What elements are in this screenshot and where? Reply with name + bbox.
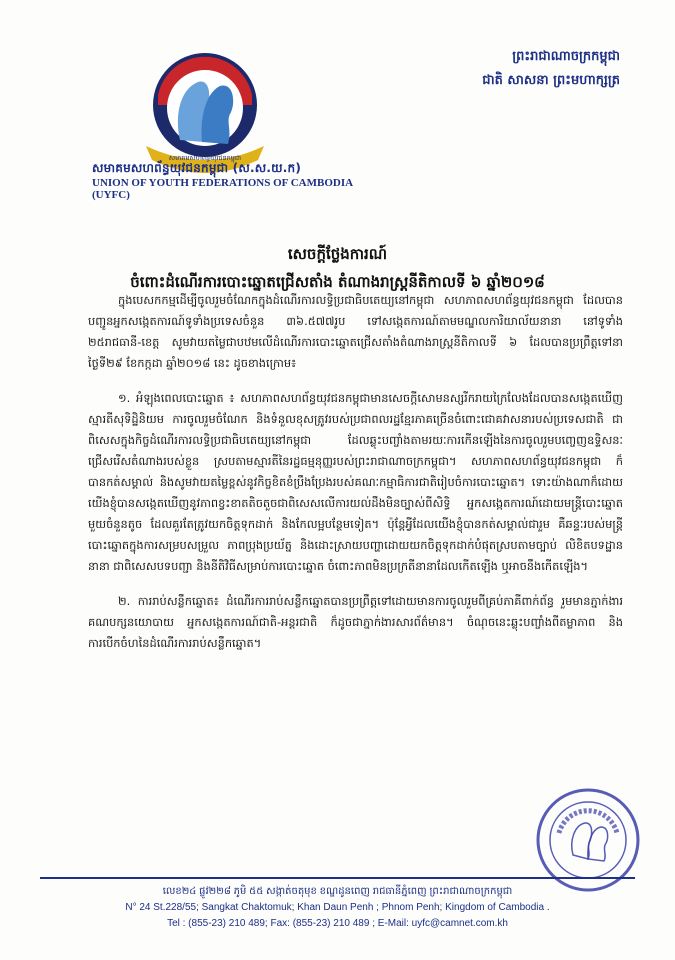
kingdom-line-1: ព្រះរាជាណាចក្រកម្ពុជា: [512, 49, 620, 64]
footer-contact: Tel : (855-23) 210 489; Fax: (855-23) 210 489 ; E-Mail: uyfc@camnet.com.kh: [167, 918, 508, 929]
footer-address-khmer: លេខ២៤ ផ្លូវ២២៨ ភូមិ ៥៥ សង្កាត់ចតុមុខ ខណ្ឌដូនពេញ រាជធានីភ្នំពេញ ព្រះរាជាណាចក្រកម្ពុជា: [162, 886, 513, 897]
logo-banner-text: សមាគមសហព័ន្ធយុវជនកម្ពុជា: [168, 154, 242, 162]
paragraph-point-1: ១. អំឡុងពេលបោះឆ្នោត ៖ សហភាពសហព័ន្ធយុវជនកម្ពុជាមានសេចក្តីសោមនស្សរីករាយក្រៃលែងដែលបានសង្កេតឃើញស្មារតីសុទិដ្ឋិនិយម ការចូលរួមចំណែក និងទំនួលខុសត្រូវរបស់ប្រជាពលរដ្ឋខ្មែរភាគច្រើនចំពោះជោគវាសនារបស់ប្រទេសជាតិ ជាពិសេសក្នុងកិច្ចដំណើរការលទ្ធិប្រជាធិបតេយ្យនៅកម្ពុជា ដែលឆ្លុះបញ្ចាំងតាមរយៈការកើនឡើងនៃការចូលរួមបញ្ចេញឧទ្ទិសនៈជ្រើសរើសតំណាងរបស់ខ្លួន ស្របតាមស្មារតីនៃរដ្ឋធម្មនុញ្ញរបស់ព្រះរាជាណាចក្រកម្ពុជា។ សហភាពសហព័ន្ធយុវជនកម្ពុជា ក៏បានកត់សម្គាល់ និងសូមវាយតម្លៃខ្ពស់នូវកិច្ចខិតខំប្រឹងប្រែងរបស់គណៈកម្មាធិការជាតិរៀបចំការបោះឆ្នោត។ ទោះយ៉ាងណាក៏ដោយ យើងខ្ញុំបានសង្កេតឃើញនូវភាពខ្វះខាតតិចតួចជាពិសេសលើការយល់ដឹងមិនច្បាស់ពីសិទ្ធិ អ្នកសង្កេតការណ៍ដោយមន្ត្រីបោះឆ្នោតមួយចំនួនតូច ដែលគួរតែត្រូវយកចិត្តទុកដាក់ និងកែលម្អបន្ថែមទៀត។ ប៉ុន្តែអ្វីដែលយើងខ្ញុំបានកត់សម្គាល់ជារួម គឺឆន្ទៈរបស់មន្ត្រីបោះឆ្នោតក្នុងការសម្របសម្រួល ភាពប្រុងប្រយ័ត្ន និងដោះស្រាយបញ្ហាដោយយកចិត្តទុកដាក់បំផុតស្របតាមច្បាប់ លិខិតបទដ្ឋាននានា ជាពិសេសបទបញ្ជា និងនីតិវិធីសម្រាប់ការបោះឆ្នោត ចំពោះភាពមិនប្រក្រតីនានាដែលកើតឡើង ឬអាចនឹងកើតឡើង។: [88, 391, 623, 573]
stamp-face-right: [588, 827, 608, 861]
statement-body: [88, 290, 623, 668]
title-line-1: សេចក្តីថ្លែងការណ៍: [287, 245, 388, 263]
kingdom-line-2: ជាតិ សាសនា ព្រះមហាក្សត្រ: [482, 73, 620, 88]
stamp-text-arc: [559, 811, 617, 833]
footer-divider: [40, 877, 635, 879]
footer-address-english: N° 24 St.228/55; Sangkat Chaktomuk; Khan Daun Penh ; Phnom Penh; Kingdom of Cambodia .: [125, 902, 550, 913]
org-name-khmer: សមាគមសហព័ន្ធយុវជនកម្ពុជា (ស.ស.យ.ក): [92, 161, 302, 175]
stamp-face-left: [572, 823, 592, 859]
statement-title: [60, 240, 615, 296]
org-name-english: UNION OF YOUTH FEDERATIONS OF CAMBODIA (UYFC): [92, 177, 353, 201]
title-line-2: ចំពោះដំណើរការបោះឆ្នោតជ្រើសតាំង តំណាងរាស្ត្រនីតិកាលទី ៦ ឆ្នាំ២០១៨: [130, 273, 545, 291]
paragraph-point-2: ២. ការរាប់សន្លឹកឆ្នោត៖ ដំណើរការរាប់សន្លឹកឆ្នោតបានប្រព្រឹត្តទៅដោយមានការចូលរួមពីគ្រប់ភាគីពាក់ព័ន្ធ រួមមានភ្នាក់ងារគណបក្សនយោបាយ អ្នកសង្កេតការណ៍ជាតិ-អន្តរជាតិ ក៏ដូចជាភ្នាក់ងារសារព័ត៌មាន។ ចំណុចនេះឆ្លុះបញ្ចាំងពីតម្លាភាព និងការបើកចំហនៃដំណើរការរាប់សន្លឹកឆ្នោត។: [88, 594, 623, 650]
kingdom-motto: [420, 45, 620, 93]
footer: [40, 884, 635, 932]
stamp-inner-ring: [550, 802, 626, 878]
uyfc-logo: [140, 50, 270, 175]
stamp-outer-ring: [538, 790, 638, 890]
paragraph-intro: ក្នុងបេសកកម្មដើម្បីចូលរួមចំណែកក្នុងដំណើរការលទ្ធិប្រជាធិបតេយ្យនៅកម្ពុជា សហភាពសហព័ន្ធយុវជនកម្ពុជា ដែលបានបញ្ជូនអ្នកសង្កេតការណ៍ទូទាំងប្រទេសចំនួន ៣៦.៥៧៧រូប ទៅសង្កេតការណ៍តាមមណ្ឌលការិយាល័យនានា នៅទូទាំង ២៥រាជធានី-ខេត្ត សូមវាយតម្លៃជាបឋមលើដំណើរការបោះឆ្នោតជ្រើសតាំងតំណាងរាស្ត្រនីតិកាលទី ៦ ដែលបានប្រព្រឹត្តទៅនាថ្ងៃទី២៩ ខែកក្កដា ឆ្នាំ២០១៨ នេះ ដូចខាងក្រោម៖: [88, 293, 623, 370]
